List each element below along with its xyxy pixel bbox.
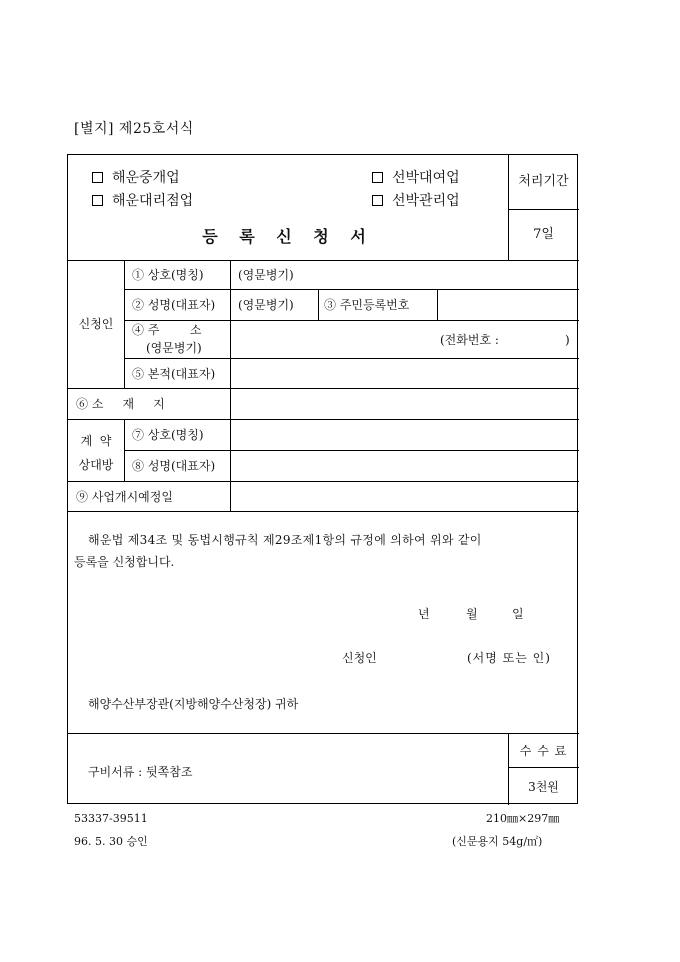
vline-counterparty-group	[124, 419, 125, 481]
checkbox-square-icon[interactable]	[372, 172, 383, 183]
paper-size: 210㎜×297㎜	[486, 812, 560, 825]
checkbox-ship-management[interactable]: 선박관리업	[372, 194, 460, 208]
counterparty-group-label-1: 계 약	[80, 434, 112, 448]
location-field[interactable]	[231, 389, 578, 418]
fee-label: 수 수 료	[519, 744, 568, 758]
processing-period-value: 7일	[533, 227, 554, 242]
checkbox-shipping-agency[interactable]: 해운대리점업	[92, 194, 193, 208]
date-year-label: 년	[418, 607, 430, 621]
checkbox-square-icon[interactable]	[372, 195, 383, 206]
processing-period-label: 처리기간	[518, 174, 569, 189]
applicant-address-english-label: (영문병기)	[146, 341, 202, 355]
counterparty-rep-name-field[interactable]	[231, 451, 578, 480]
start-date-field[interactable]	[231, 482, 578, 510]
applicant-group-label: 신청인	[78, 317, 114, 331]
applicant-trade-name-english: (영문병기)	[238, 268, 294, 282]
applicant-phone-close: )	[565, 333, 570, 347]
statement-line-2: 등록을 신청합니다.	[74, 555, 175, 569]
date-month-label: 월	[466, 607, 478, 621]
checkbox-square-icon[interactable]	[92, 172, 103, 183]
applicant-rep-name-label: ② 성명(대표자)	[132, 298, 216, 312]
applicant-trade-name-label: ① 상호(명칭)	[132, 268, 204, 282]
date-day-label: 일	[512, 607, 524, 621]
document-title: 등 록 신 청 서	[202, 227, 374, 246]
counterparty-group-label-2: 상대방	[78, 458, 114, 472]
statement-line-1: 해운법 제34조 및 동법시행규칙 제29조제1항의 규정에 의하여 위와 같이	[88, 533, 482, 547]
signature-applicant-label: 신청인	[342, 651, 377, 665]
form-frame	[67, 154, 578, 804]
signature-or-seal-label: (서명 또는 인)	[467, 651, 551, 665]
counterparty-trade-name-label: ⑦ 상호(명칭)	[132, 428, 204, 442]
start-date-label: ⑨ 사업개시예정일	[76, 490, 173, 504]
divider-fee	[508, 767, 579, 768]
applicant-resident-number-field[interactable]	[438, 290, 578, 319]
required-documents-label: 구비서류 : 뒷쪽참조	[88, 765, 193, 779]
divider-title-bottom	[68, 260, 579, 261]
applicant-domicile-label: ⑤ 본적(대표자)	[132, 367, 216, 381]
applicant-domicile-field[interactable]	[231, 359, 578, 387]
vline-resident-label-left	[318, 289, 319, 320]
location-label: ⑥ 소 재 지	[76, 397, 165, 411]
paper-type: (신문용지 54g/㎡)	[452, 835, 543, 848]
fee-value: 3천원	[528, 780, 559, 794]
divider-row8	[68, 511, 579, 512]
divider-processing	[508, 209, 579, 210]
applicant-resident-number-label: ③ 주민등록번호	[324, 298, 410, 312]
counterparty-trade-name-field[interactable]	[231, 420, 578, 449]
form-code: 53337-39511	[74, 812, 148, 825]
recipient-label: 해양수산부장관(지방해양수산청장) 귀하	[88, 697, 299, 711]
applicant-address-field[interactable]	[231, 321, 578, 357]
counterparty-rep-name-label: ⑧ 성명(대표자)	[132, 459, 216, 473]
vline-applicant-group	[124, 260, 125, 388]
applicant-phone-label: (전화번호 :	[440, 333, 499, 347]
checkbox-shipping-brokerage[interactable]: 해운중개업	[92, 171, 180, 185]
applicant-address-label: ④ 주 소	[132, 323, 202, 337]
divider-statement-bottom	[68, 733, 579, 734]
approval-date: 96. 5. 30 승인	[74, 835, 148, 848]
checkbox-ship-leasing[interactable]: 선박대여업	[372, 171, 460, 185]
checkbox-square-icon[interactable]	[92, 195, 103, 206]
vline-processing	[508, 155, 509, 260]
applicant-rep-name-english: (영문병기)	[238, 298, 294, 312]
form-number-label: [별지] 제25호서식	[74, 121, 194, 137]
